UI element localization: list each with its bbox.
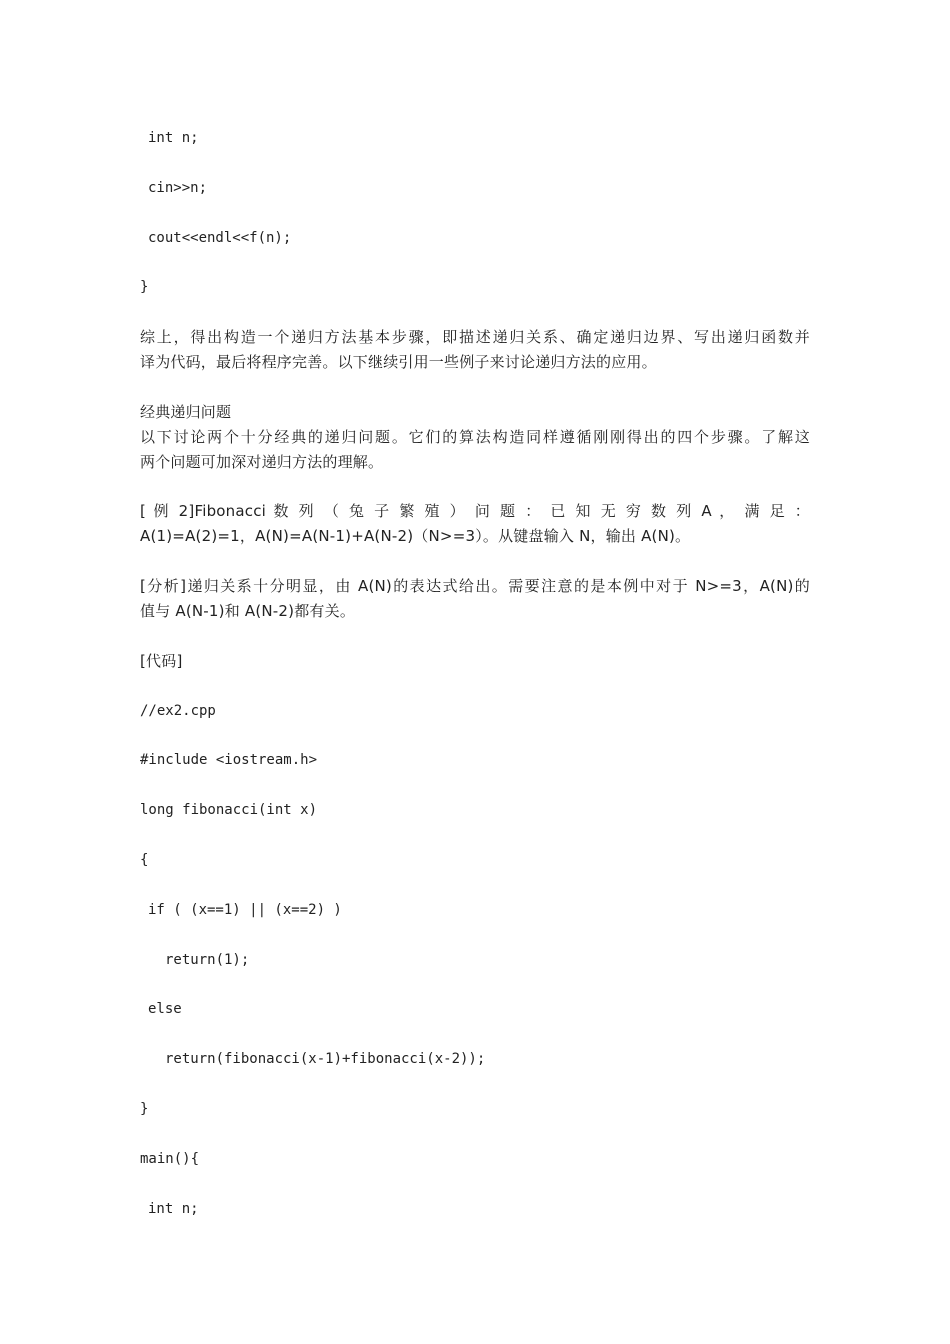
code-else-line: else	[148, 1001, 182, 1017]
code-return-recursive: return(fibonacci(x-1)+fibonacci(x-2));	[165, 1051, 486, 1067]
code-function-signature: long fibonacci(int x)	[140, 802, 318, 818]
code-include: #include <iostream.h>	[140, 752, 318, 768]
code-int-n: int n;	[148, 1201, 199, 1217]
section-intro-line-2: 两个问题可加深对递归方法的理解。	[140, 453, 384, 471]
code-return-1: return(1);	[165, 952, 250, 968]
analysis-line-1: [分析]递归关系十分明显，由 A(N)的表达式给出。需要注意的是本例中对于 N>=3，A(N)的	[140, 577, 810, 595]
summary-line-2: 译为代码，最后将程序完善。以下继续引用一些例子来讨论递归方法的应用。	[140, 353, 657, 371]
code-line-cin: cin>>n;	[148, 180, 208, 196]
code-main-line: main(){	[140, 1151, 200, 1167]
code-if-line: if ( (x==1) || (x==2) )	[148, 902, 342, 918]
section-heading: 经典递归问题	[140, 403, 232, 421]
code-open-brace: {	[140, 852, 149, 868]
analysis-line-2: 值与 A(N-1)和 A(N-2)都有关。	[140, 602, 356, 620]
code-line-int-n: int n;	[148, 130, 199, 146]
code-close-brace: }	[140, 1101, 149, 1117]
code-line-cout: cout<<endl<<f(n);	[148, 230, 292, 246]
example-2-line-2: A(1)=A(2)=1，A(N)=A(N-1)+A(N-2)（N>=3）。从键盘输入 N，输出 A(N)。	[140, 527, 691, 545]
code-filename-comment: //ex2.cpp	[140, 703, 216, 719]
code-line-close-brace: }	[140, 279, 149, 295]
summary-line-1: 综上，得出构造一个递归方法基本步骤，即描述递归关系、确定递归边界、写出递归函数并	[140, 328, 810, 346]
example-2-line-1: [ 例 2]Fibonacci 数 列 （ 兔 子 繁 殖 ） 问 题 ： 已 知 无 穷 数 列 A ， 满 足 ：	[140, 502, 810, 520]
code-label: [代码]	[140, 652, 183, 670]
section-intro-line-1: 以下讨论两个十分经典的递归问题。它们的算法构造同样遵循刚刚得出的四个步骤。了解这	[140, 428, 810, 446]
